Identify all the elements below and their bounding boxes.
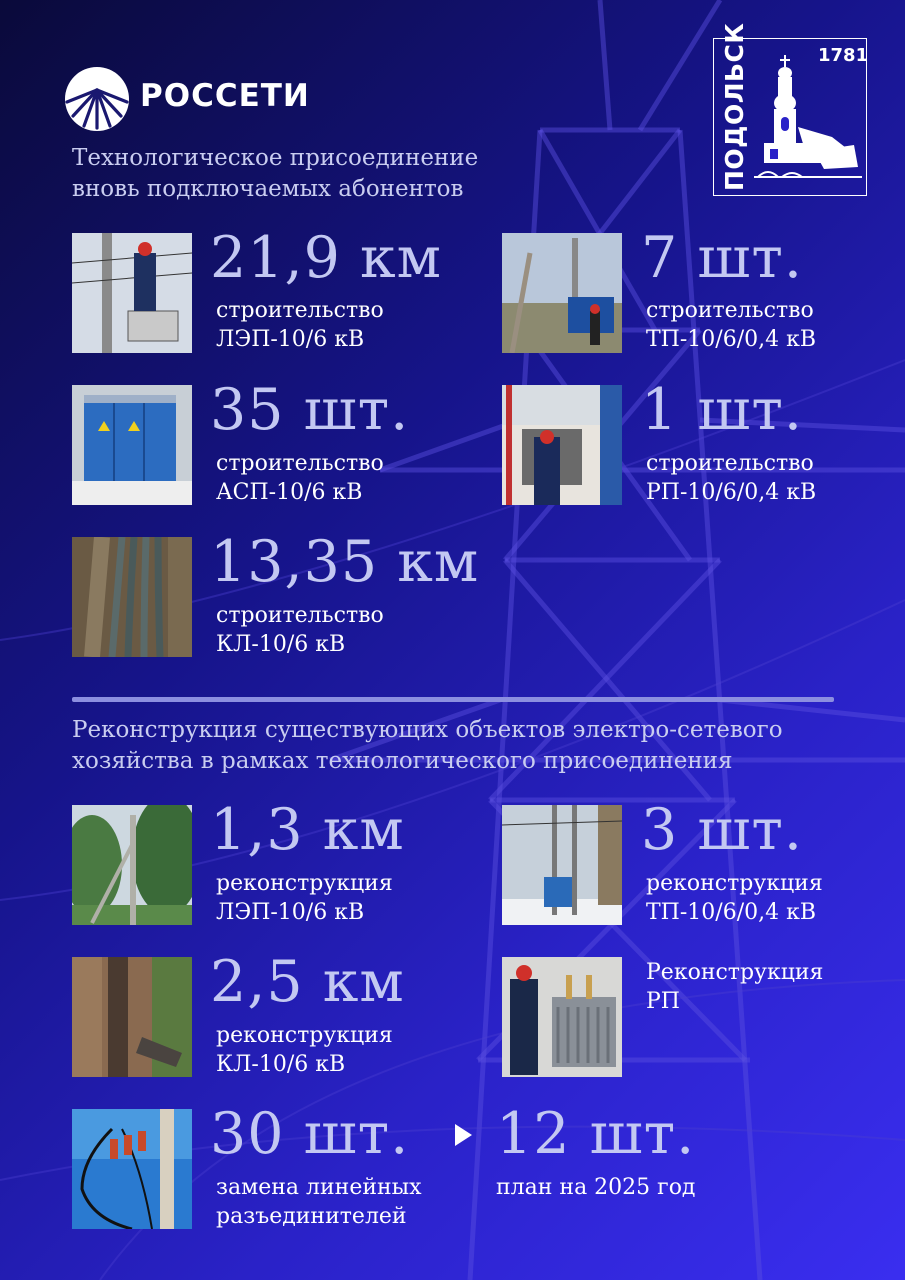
- stat-caption-line2: РП: [646, 989, 680, 1014]
- stat-value: 7 шт.: [641, 225, 804, 291]
- stat-caption-line2: КЛ-10/6 кВ: [216, 1052, 346, 1077]
- section-divider: [72, 697, 834, 702]
- photo-transformer-worker: [502, 957, 622, 1077]
- stat-caption-line1: строительство: [216, 451, 384, 476]
- rosseti-logo-icon: [64, 66, 130, 132]
- photo-line-disconnector: [72, 1109, 192, 1229]
- stat-caption-line2: РП-10/6/0,4 кВ: [646, 480, 817, 505]
- stat-value: 13,35 км: [210, 529, 480, 595]
- stat-caption-line2: разъединителей: [216, 1204, 407, 1229]
- arrow-right-icon: [455, 1124, 472, 1146]
- stat-caption-line1: Реконструкция: [646, 960, 824, 985]
- stat-caption-line1: строительство: [216, 298, 384, 323]
- photo-switchgear-cabinet: [72, 385, 192, 505]
- stat-value: 30 шт.: [210, 1101, 410, 1167]
- stat-caption-line2: ЛЭП-10/6 кВ: [216, 327, 365, 352]
- photo-cable-trench: [72, 537, 192, 657]
- stat-caption-line2: ЛЭП-10/6 кВ: [216, 900, 365, 925]
- photo-overhead-line-pole: [72, 805, 192, 925]
- stat-value: 2,5 км: [210, 949, 405, 1015]
- section1-title-line1: Технологическое присоединение: [72, 145, 479, 171]
- stat-value: 35 шт.: [210, 377, 410, 443]
- plan-label: план на 2025 год: [496, 1175, 696, 1200]
- photo-distribution-point: [502, 385, 622, 505]
- stat-caption-line1: реконструкция: [216, 1023, 393, 1048]
- stat-caption-line2: КЛ-10/6 кВ: [216, 632, 346, 657]
- stat-caption-line1: реконструкция: [646, 871, 823, 896]
- stat-caption-line1: строительство: [646, 451, 814, 476]
- section2-title-line2: хозяйства в рамках технологического присоединения: [72, 748, 733, 774]
- photo-cable-line-trench: [72, 957, 192, 1077]
- emblem-city-name: ПОДОЛЬСК: [720, 22, 749, 191]
- emblem-year: 1781: [818, 45, 869, 66]
- stat-caption-line2: ТП-10/6/0,4 кВ: [646, 327, 817, 352]
- church-icon: [754, 47, 864, 193]
- stat-caption-line1: строительство: [216, 603, 384, 628]
- stat-caption-line1: замена линейных: [216, 1175, 422, 1200]
- photo-power-line-worker: [72, 233, 192, 353]
- section2-title-line1: Реконструкция существующих объектов электро-сетевого: [72, 717, 783, 743]
- stat-caption-line1: реконструкция: [216, 871, 393, 896]
- stat-value: 21,9 км: [210, 225, 442, 291]
- stat-value: 1,3 км: [210, 797, 405, 863]
- plan-value: 12 шт.: [496, 1101, 696, 1167]
- brand-name: РОССЕТИ: [140, 78, 310, 114]
- photo-transformer-substation: [502, 233, 622, 353]
- stat-caption-line2: АСП-10/6 кВ: [216, 480, 363, 505]
- stat-caption-line2: ТП-10/6/0,4 кВ: [646, 900, 817, 925]
- podolsk-emblem: [713, 22, 869, 196]
- stat-caption-line1: строительство: [646, 298, 814, 323]
- photo-pole-substation: [502, 805, 622, 925]
- section1-title-line2: вновь подключаемых абонентов: [72, 176, 464, 202]
- stat-value: 3 шт.: [641, 797, 804, 863]
- stat-value: 1 шт.: [641, 377, 804, 443]
